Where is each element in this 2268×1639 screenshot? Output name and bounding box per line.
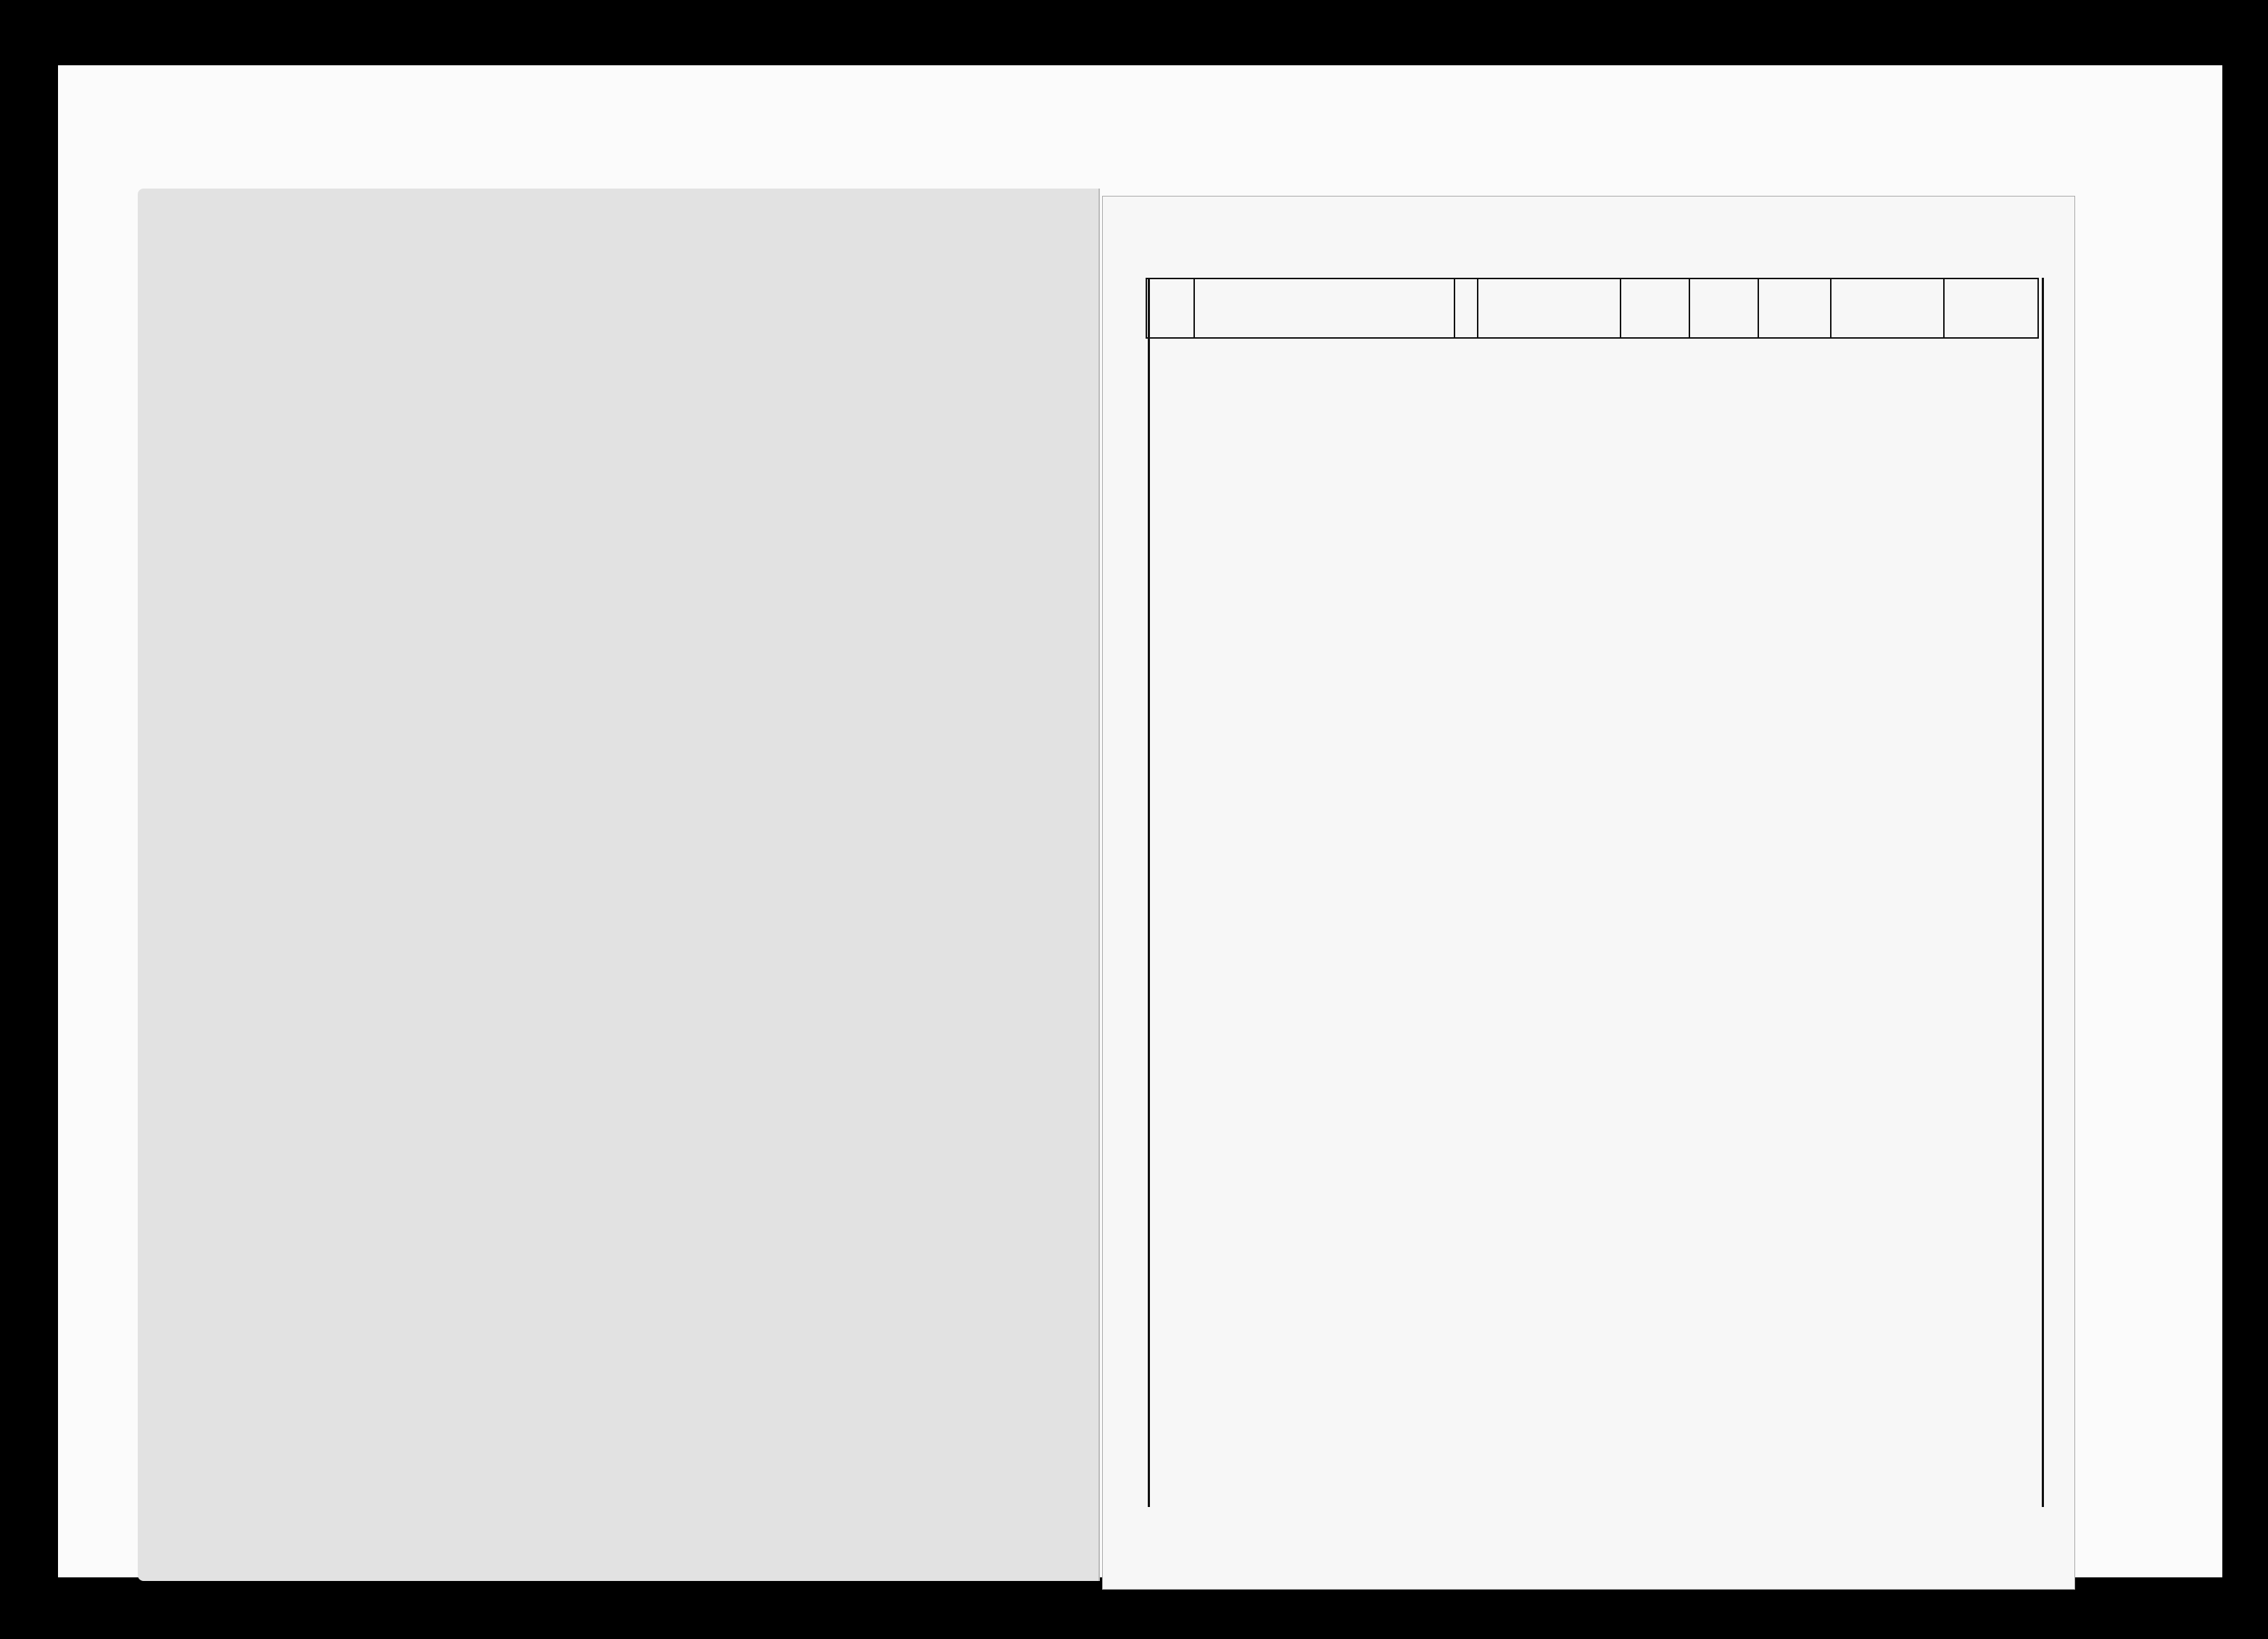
left-page-blank	[138, 189, 1100, 1581]
header-dienststellung	[1478, 278, 1620, 338]
header-ss-nr	[1689, 278, 1758, 338]
scan-sheet	[58, 65, 2222, 1577]
header-lfde-nr	[1146, 278, 1194, 338]
roster-table	[1148, 278, 2044, 1507]
header-degen-ring	[1454, 278, 1478, 338]
right-page	[1102, 196, 2075, 1590]
header-geburtsdatum	[1758, 278, 1831, 338]
header-obersturmbannfuehrer	[1944, 278, 2038, 338]
header-partei-nr	[1621, 278, 1689, 338]
header-fuehrer-dienstgrad	[1831, 278, 1943, 338]
header-name	[1194, 278, 1454, 338]
